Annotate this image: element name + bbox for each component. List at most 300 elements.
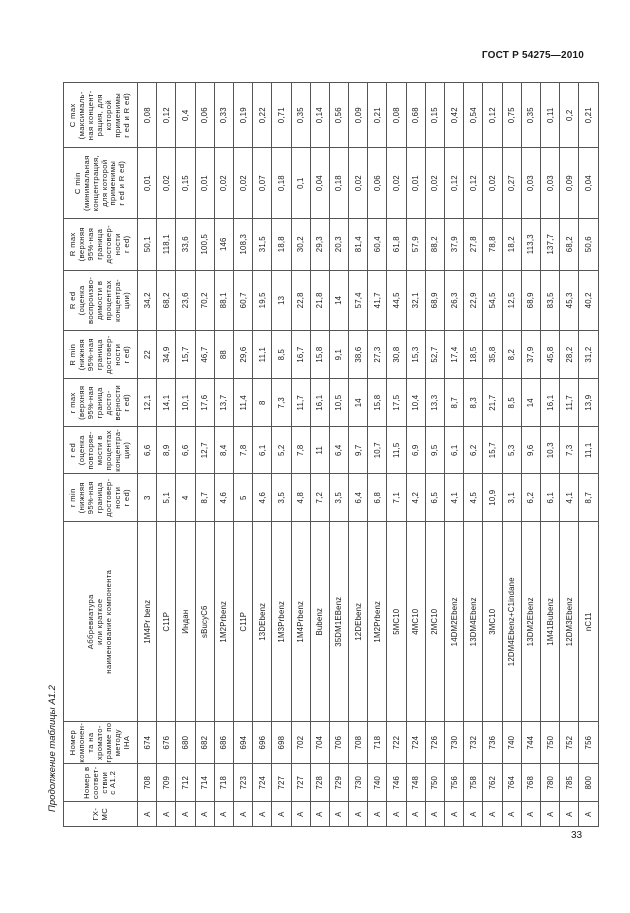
table-cell: 113,3 [521, 218, 540, 270]
table-cell: C11P [233, 522, 252, 722]
table-cell: А [195, 802, 214, 827]
table-cell: 0,02 [233, 148, 252, 218]
table-cell: 12DM4Ebenz+C1indane [502, 522, 521, 722]
table-cell: А [368, 802, 387, 827]
table-cell: 728 [310, 764, 329, 802]
table-row [349, 83, 368, 827]
table-cell: 722 [387, 722, 406, 764]
table-cell: 12,1 [138, 379, 157, 427]
table-cell: 6,1 [540, 474, 559, 522]
table-cell: А [464, 802, 483, 827]
table-cell: А [349, 802, 368, 827]
table-cell: 0,06 [368, 148, 387, 218]
column-header [64, 802, 138, 827]
table-cell: 2MC10 [425, 522, 444, 722]
table-cell: 0,21 [579, 83, 598, 148]
table-row [387, 83, 406, 827]
table-cell: 0,75 [502, 83, 521, 148]
column-header-line: с А1.2 [108, 770, 118, 795]
table-row [272, 83, 291, 827]
table-cell: 8 [253, 379, 272, 427]
table-cell: 33,6 [176, 218, 195, 270]
table-cell: 18,2 [502, 218, 521, 270]
table-row [233, 83, 252, 827]
table-cell: 1M2Prbenz [214, 522, 233, 722]
table-cell: 11 [310, 427, 329, 474]
table-cell: 0,35 [521, 83, 540, 148]
column-header-line: достовер- [103, 478, 113, 518]
table-cell: 718 [214, 764, 233, 802]
table-cell: 4 [176, 474, 195, 522]
table-cell: 8,4 [214, 427, 233, 474]
table-cell: 10,4 [406, 379, 425, 427]
table-cell: 727 [291, 764, 310, 802]
column-header-line: повторяе- [86, 431, 96, 470]
table-cell: 8,7 [195, 474, 214, 522]
table-cell: 41,7 [368, 270, 387, 330]
column-header-line: граница [95, 482, 105, 514]
table-cell: 762 [483, 764, 502, 802]
table-cell: 35DM1EBenz [329, 522, 348, 722]
table-cell: 732 [464, 722, 483, 764]
table-cell: 8,5 [272, 331, 291, 379]
table-cell: 14 [329, 270, 348, 330]
table-cell: 758 [464, 764, 483, 802]
table-row [502, 83, 521, 827]
table-cell: 12,5 [502, 270, 521, 330]
table-cell: 5MC10 [387, 522, 406, 722]
column-header-line: r ed [68, 442, 78, 458]
table-cell: 0,02 [387, 148, 406, 218]
table-cell: 800 [579, 764, 598, 802]
table-row [579, 83, 598, 827]
table-cell: 28,2 [560, 331, 579, 379]
table-cell: 83,5 [540, 270, 559, 330]
column-header-line: 95%-ная [86, 481, 96, 515]
column-header-line: ности [112, 233, 122, 256]
table-cell: 744 [521, 722, 540, 764]
table-cell: 8,9 [157, 427, 176, 474]
table-cell: 0,68 [406, 83, 425, 148]
table-cell: 3,5 [329, 474, 348, 522]
table-cell: 7,1 [387, 474, 406, 522]
table-cell: 0,33 [214, 83, 233, 148]
table-cell: 7,8 [291, 427, 310, 474]
table-cell: 13,9 [579, 379, 598, 427]
table-cell: 9,1 [329, 331, 348, 379]
table-cell: 0,12 [483, 83, 502, 148]
table-cell: 0,14 [310, 83, 329, 148]
table-cell: 0,01 [138, 148, 157, 218]
table-cell: 34,9 [157, 331, 176, 379]
table-header-row [64, 83, 138, 827]
table-cell: 729 [329, 764, 348, 802]
table-cell: 4,6 [253, 474, 272, 522]
table-body [138, 83, 599, 827]
table-cell: 785 [560, 764, 579, 802]
table-cell: А [310, 802, 329, 827]
table-cell: 0,18 [329, 148, 348, 218]
column-header-line: r max [68, 392, 78, 414]
table-cell: 88,2 [425, 218, 444, 270]
table-row [368, 83, 387, 827]
table-cell: 0,12 [464, 148, 483, 218]
table-cell: 764 [502, 764, 521, 802]
table-cell: 15,8 [310, 331, 329, 379]
column-header-line: применимы [108, 160, 118, 206]
table-cell: 6,6 [138, 427, 157, 474]
table-cell: 0,01 [195, 148, 214, 218]
table-cell: А [272, 802, 291, 827]
table-cell: 44,5 [387, 270, 406, 330]
table-cell: 0,21 [368, 83, 387, 148]
table-cell: 4,5 [464, 474, 483, 522]
table-cell: 0,09 [349, 83, 368, 148]
table-cell: 11,7 [560, 379, 579, 427]
table-cell: 118,1 [157, 218, 176, 270]
column-header-line: 95%-ная [86, 338, 96, 372]
column-header-line: хромато- [95, 725, 105, 761]
column-header-line: R min [68, 343, 78, 366]
table-row [157, 83, 176, 827]
column-header-line: наименование компонента [103, 569, 113, 674]
table-cell: 8,3 [464, 379, 483, 427]
column-header [64, 764, 138, 802]
table-cell: 54,5 [483, 270, 502, 330]
table-cell: 6,2 [521, 474, 540, 522]
table-cell: 30,2 [291, 218, 310, 270]
table-cell: 674 [138, 722, 157, 764]
column-header [64, 148, 138, 218]
table-cell: 3,1 [502, 474, 521, 522]
table-cell: 10,9 [483, 474, 502, 522]
table-cell: Bubenz [310, 522, 329, 722]
table-cell: 16,7 [291, 331, 310, 379]
table-row [464, 83, 483, 827]
table-cell: 746 [387, 764, 406, 802]
column-header-line: Аббревиатура [86, 594, 96, 650]
table-cell: 5,1 [157, 474, 176, 522]
column-header-line: (верхняя [77, 227, 87, 262]
table-cell: 6,1 [253, 427, 272, 474]
table-cell: 0,08 [138, 83, 157, 148]
table-cell: 4,6 [214, 474, 233, 522]
table-row [425, 83, 444, 827]
table-cell: А [387, 802, 406, 827]
table-cell: 1M4Pr benz [138, 522, 157, 722]
column-header [64, 474, 138, 522]
table-cell: 12DEbenz [349, 522, 368, 722]
table-cell: А [176, 802, 195, 827]
table-cell: 60,4 [368, 218, 387, 270]
table-cell: 0,35 [291, 83, 310, 148]
rotated-table-area [47, 82, 593, 827]
column-header-line: Номер в [81, 766, 91, 799]
table-cell: 11,1 [579, 427, 598, 474]
table-cell: 6,4 [329, 427, 348, 474]
table-cell: 7,2 [310, 474, 329, 522]
table-cell: 9,5 [425, 427, 444, 474]
table-cell: 727 [272, 764, 291, 802]
column-header-line: димости в [95, 280, 105, 321]
table-cell: А [214, 802, 233, 827]
table-cell: А [445, 802, 464, 827]
table-cell: А [233, 802, 252, 827]
table-row [329, 83, 348, 827]
table-cell: 13 [272, 270, 291, 330]
column-header-line: r ed) [121, 488, 131, 507]
table-cell: А [138, 802, 157, 827]
table-cell: 22 [138, 331, 157, 379]
table-cell: 0,04 [579, 148, 598, 218]
table-cell: 16,1 [540, 379, 559, 427]
table-cell: 750 [540, 722, 559, 764]
column-header [64, 270, 138, 330]
table-cell: 17,6 [195, 379, 214, 427]
table-cell: 4,1 [560, 474, 579, 522]
table-cell: 686 [214, 722, 233, 764]
table-cell: 0,2 [560, 83, 579, 148]
column-header-line: r ed и R ed) [117, 160, 127, 206]
table-cell: 0,1 [291, 148, 310, 218]
data-table [63, 82, 599, 827]
table-cell: 8,7 [445, 379, 464, 427]
table-cell: 12DM3Ebenz [560, 522, 579, 722]
column-header-line: воспроизво- [86, 276, 96, 325]
table-cell: 9,6 [521, 427, 540, 474]
table-cell: 694 [233, 722, 252, 764]
table-cell: 13DEbenz [253, 522, 272, 722]
column-header-line: граница [95, 387, 105, 419]
column-header-line: или краткое [95, 598, 105, 645]
table-cell: 4,8 [291, 474, 310, 522]
document-header: ГОСТ Р 54275—2010 [481, 50, 584, 61]
table-cell: 3 [138, 474, 157, 522]
table-cell: 35,8 [483, 331, 502, 379]
table-cell: 4MC10 [406, 522, 425, 722]
table-cell: 6,4 [349, 474, 368, 522]
table-cell: 0,54 [464, 83, 483, 148]
column-header-line: граница [95, 339, 105, 371]
table-row [406, 83, 425, 827]
table-cell: 10,3 [540, 427, 559, 474]
table-cell: 0,02 [483, 148, 502, 218]
table-cell: 78,8 [483, 218, 502, 270]
table-cell: 88 [214, 331, 233, 379]
table-cell: 756 [445, 764, 464, 802]
table-cell: 34,2 [138, 270, 157, 330]
table-cell: 21,7 [483, 379, 502, 427]
table-cell: 4,1 [445, 474, 464, 522]
table-cell: 1M2Prbenz [368, 522, 387, 722]
table-cell: 68,2 [560, 218, 579, 270]
table-cell: 22,9 [464, 270, 483, 330]
table-row [214, 83, 233, 827]
column-header-line: концентра- [112, 428, 122, 472]
table-cell: 10,1 [176, 379, 195, 427]
table-cell: 61,8 [387, 218, 406, 270]
table-cell: 724 [406, 722, 425, 764]
table-cell: 680 [176, 722, 195, 764]
table-cell: 27,3 [368, 331, 387, 379]
table-cell: 0,03 [521, 148, 540, 218]
column-header-line: грамме по [103, 722, 113, 763]
table-cell: 27,8 [464, 218, 483, 270]
table-cell: 0,42 [445, 83, 464, 148]
table-cell: 10,7 [368, 427, 387, 474]
table-cell: 740 [368, 764, 387, 802]
table-cell: 708 [138, 764, 157, 802]
column-header-line: которой [103, 99, 113, 131]
table-cell: 712 [176, 764, 195, 802]
column-header-line: ности [112, 486, 122, 509]
table-cell: 6,2 [464, 427, 483, 474]
table-cell: 0,4 [176, 83, 195, 148]
table-row [291, 83, 310, 827]
table-row [521, 83, 540, 827]
table-cell: 18,8 [272, 218, 291, 270]
column-header-line: 95%-ная [86, 227, 96, 261]
table-cell: 6,1 [445, 427, 464, 474]
table-cell: 714 [195, 764, 214, 802]
column-header-line: r min [68, 488, 78, 508]
table-cell: 8,5 [502, 379, 521, 427]
table-cell: 718 [368, 722, 387, 764]
table-cell: 7,8 [233, 427, 252, 474]
table-cell: 5,2 [272, 427, 291, 474]
table-cell: 0,07 [253, 148, 272, 218]
table-cell: 1M4Prbenz [291, 522, 310, 722]
table-cell: 16,1 [310, 379, 329, 427]
table-cell: 137,7 [540, 218, 559, 270]
table-cell: 0,11 [540, 83, 559, 148]
table-cell: 57,9 [406, 218, 425, 270]
column-header-line: ная концент- [86, 90, 96, 141]
table-cell: 0,27 [502, 148, 521, 218]
table-cell: 11,4 [233, 379, 252, 427]
table-cell: 0,06 [195, 83, 214, 148]
table-cell: 6,5 [425, 474, 444, 522]
column-header [64, 331, 138, 379]
table-cell: 57,4 [349, 270, 368, 330]
table-cell: 1M41Bubenz [540, 522, 559, 722]
column-header-line: применимы [112, 92, 122, 138]
table-cell: 0,04 [310, 148, 329, 218]
table-cell: 0,01 [406, 148, 425, 218]
page-number: 33 [571, 830, 583, 841]
table-cell: 14 [349, 379, 368, 427]
column-header-line: достовер- [103, 224, 113, 264]
table-cell: 17,5 [387, 379, 406, 427]
table-cell: 0,22 [253, 83, 272, 148]
column-header-line: r ed) [121, 393, 131, 412]
table-row [445, 83, 464, 827]
table-cell: 38,6 [349, 331, 368, 379]
table-cell: 708 [349, 722, 368, 764]
column-header-line: соответ- [90, 766, 100, 800]
table-row [176, 83, 195, 827]
table-cell: 81,4 [349, 218, 368, 270]
table-cell: 15,8 [368, 379, 387, 427]
column-header-line: r ed) [121, 345, 131, 364]
table-cell: 7,3 [272, 379, 291, 427]
table-cell: 22,8 [291, 270, 310, 330]
table-cell: 0,09 [560, 148, 579, 218]
table-cell: 0,56 [329, 83, 348, 148]
table-cell: 15,7 [483, 427, 502, 474]
column-header-line: для которой [99, 159, 109, 207]
column-header-line: процентах [103, 430, 113, 471]
table-cell: 704 [310, 722, 329, 764]
column-header-line: (оценка [77, 435, 87, 466]
table-cell: 6,9 [406, 427, 425, 474]
table-cell: C11P [157, 522, 176, 722]
column-header [64, 427, 138, 474]
table-cell: 13,7 [214, 379, 233, 427]
column-header-line: (оценка [77, 285, 87, 316]
table-cell: А [579, 802, 598, 827]
column-header-line: процентах [103, 280, 113, 321]
table-cell: 11,7 [291, 379, 310, 427]
table-cell: 46,7 [195, 331, 214, 379]
table-cell: А [406, 802, 425, 827]
table-cell: 23,6 [176, 270, 195, 330]
table-cell: 29,6 [233, 331, 252, 379]
table-row [560, 83, 579, 827]
table-cell: 108,3 [233, 218, 252, 270]
table-cell: 15,7 [176, 331, 195, 379]
table-cell: 31,5 [253, 218, 272, 270]
table-row [138, 83, 157, 827]
table-cell: 0,03 [540, 148, 559, 218]
table-cell: 15,3 [406, 331, 425, 379]
column-header-line: методу ІНА [112, 728, 131, 757]
column-header-line: концентрация, [90, 154, 100, 212]
table-cell: 20,3 [329, 218, 348, 270]
table-cell: 726 [425, 722, 444, 764]
table-cell: 756 [579, 722, 598, 764]
table-row [483, 83, 502, 827]
table-cell: 11,5 [387, 427, 406, 474]
table-cell: 14,1 [157, 379, 176, 427]
table-caption: Продолжение таблицы А1.2 [47, 685, 58, 812]
column-header [64, 83, 138, 148]
column-header-line: r ed и R ed) [121, 92, 131, 138]
table-cell: 752 [560, 722, 579, 764]
column-header-line: (нижняя [77, 482, 87, 514]
column-header-line: компонен- [77, 722, 87, 763]
table-cell: 748 [406, 764, 425, 802]
table-cell: 52,7 [425, 331, 444, 379]
table-cell: А [329, 802, 348, 827]
table-cell: 3,5 [272, 474, 291, 522]
table-cell: 0,08 [387, 83, 406, 148]
table-cell: 676 [157, 722, 176, 764]
table-cell: А [521, 802, 540, 827]
column-header-line: верности [112, 384, 122, 421]
table-cell: 68,9 [425, 270, 444, 330]
table-cell: 1M3Prbenz [272, 522, 291, 722]
column-header-line: C min [72, 172, 82, 195]
table-cell: 12,7 [195, 427, 214, 474]
column-header-line: ности [112, 343, 122, 366]
table-cell: 17,4 [445, 331, 464, 379]
table-cell: А [253, 802, 272, 827]
table-cell: 702 [291, 722, 310, 764]
table-cell: 7,3 [560, 427, 579, 474]
column-header-line: досто- [103, 390, 113, 416]
table-cell: 88,1 [214, 270, 233, 330]
